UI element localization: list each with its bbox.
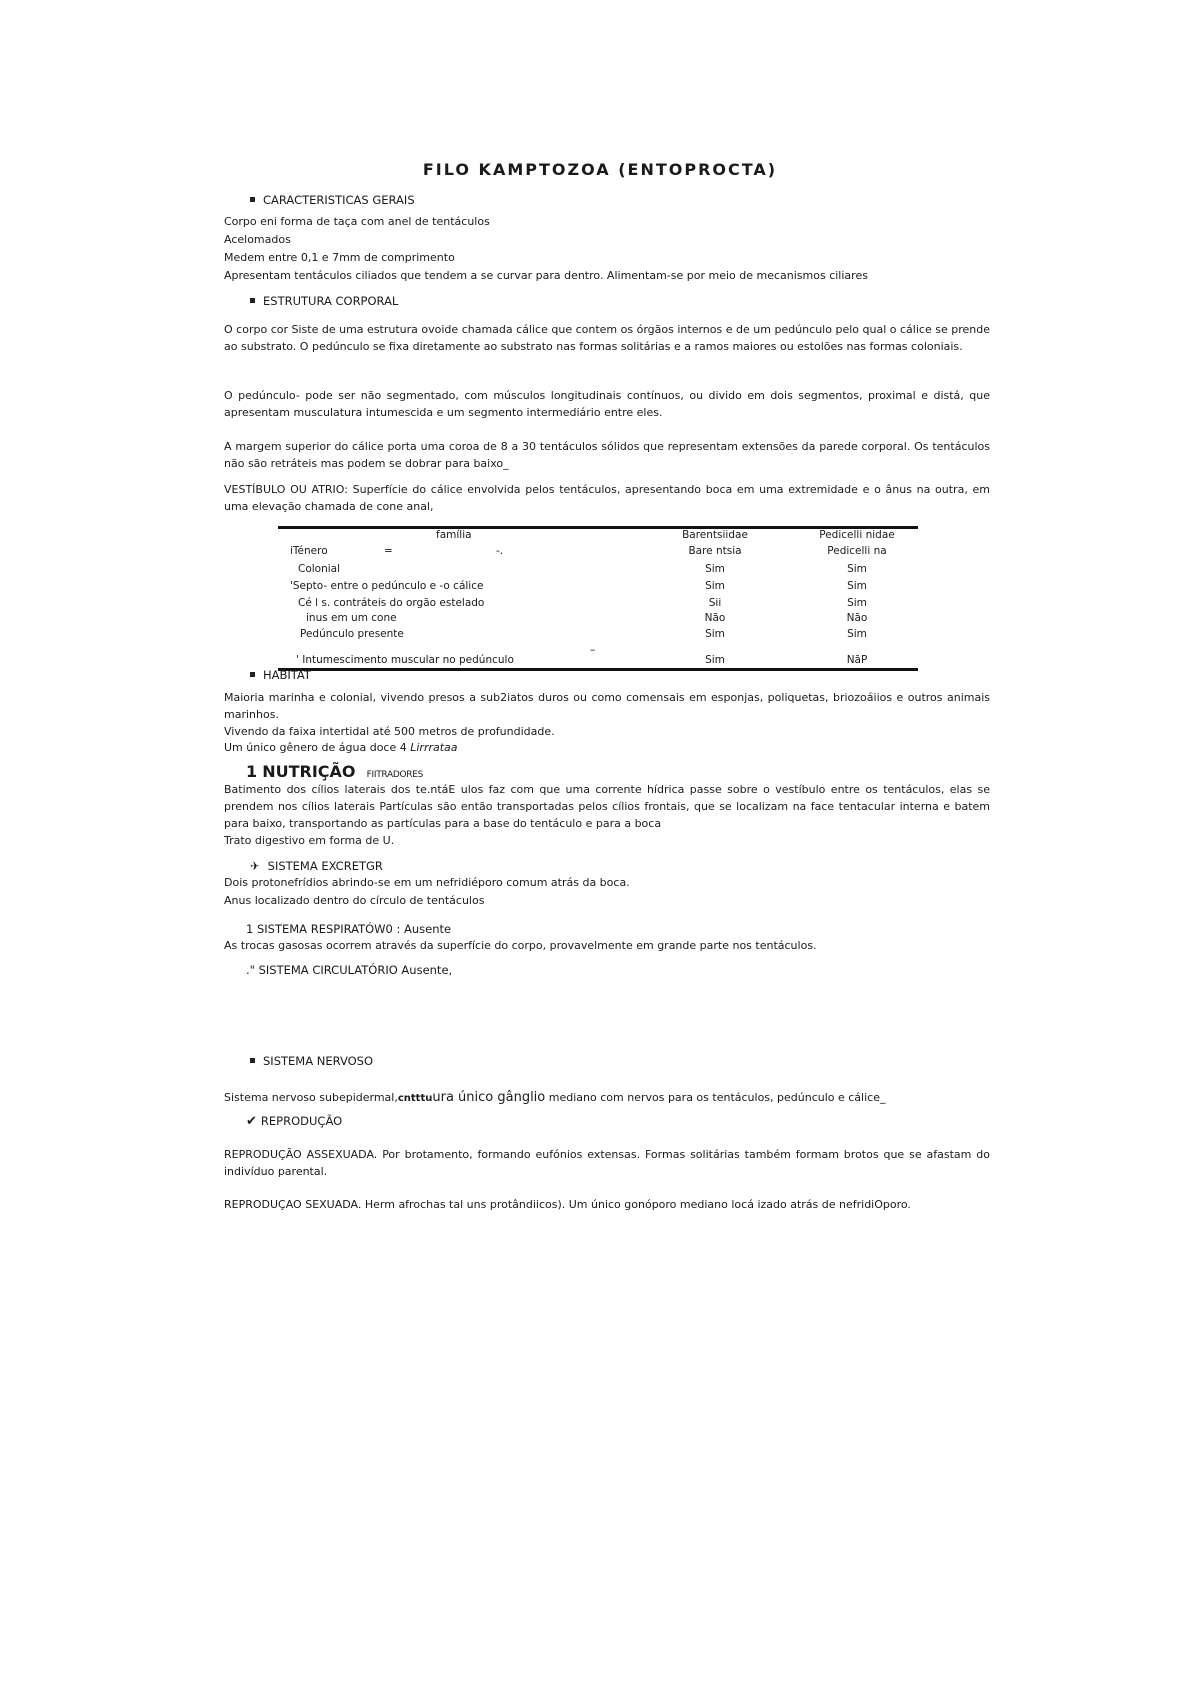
respiratorio-heading: 1 SISTEMA RESPIRATÓW0 : Ausente [246,922,452,936]
bullet-square-icon [250,672,255,677]
table-row-col1: Sim [705,580,725,592]
table-bottom-rule [278,668,918,671]
estrutura-heading: ESTRUTURA CORPORAL [263,294,399,308]
table-col1-genus: Bare ntsia [688,545,742,557]
page-title: FILO KAMPTOZOA (ENTOPROCTA) [422,160,778,179]
table-row-col2: Não [846,612,868,624]
table-row-col2: Sim [847,628,867,640]
excretor-line-2: Anus localizado dentro do círculo de tentáculos [224,894,485,907]
section-caracteristicas-heading [250,193,415,207]
habitat-heading: HABITAT [263,668,311,682]
caracteristicas-heading: CARACTERISTICAS GERAIS [263,193,415,207]
nutricao-line-2: Trato digestivo em forma de U. [224,834,395,847]
nutricao-heading: NUTRIÇÃO [262,762,356,781]
nervoso-line-post: mediano com nervos para os tentáculos, pedúnculo e cálice_ [548,1091,886,1104]
table-row-label: Pedúnculo presente [300,628,404,640]
nutricao-tag: FIITRADORES [366,770,424,780]
table-row-col2: NãP [846,654,868,666]
bullet-square-icon [250,197,255,202]
bullet-square-icon [250,1058,255,1063]
table-row-label: ' Intumescimento muscular no pedúnculo [296,654,514,666]
nervoso-line-pre: Sistema nervoso subepidermal, [224,1091,398,1104]
table-row-col1: Não [704,612,726,624]
estrutura-paragraph-3: A margem superior do cálice porta uma coroa de 8 a 30 tentáculos sólidos que representam extensões da parede corporal. Os tentáculos não são retráteis mas podem se dobrar para baixo_ [224,440,990,470]
excretor-heading: SISTEMA EXCRETGR [267,859,383,873]
table-row-col1: Sim [705,628,725,640]
nervoso-line-mid: ura único gânglio [432,1090,546,1105]
section-reproducao-heading [246,1114,342,1129]
estrutura-paragraph-2: O pedúnculo- pode ser não segmentado, com músculos longitudinais contínuos, ou divido em dois segmentos, proximal e distá, que apresentam musculatura intumescida e um segmento intermediário entre eles. [224,389,990,419]
table-row-col2: Sim [847,563,867,575]
nervoso-line [224,1090,885,1105]
table-stray-mark: – [590,644,596,656]
caracteristicas-line-1: Corpo eni forma de taça com anel de tentáculos [224,215,490,228]
bullet-square-icon [250,298,255,303]
checkmark-icon: ✔ [246,1114,257,1129]
table-row-col2: Sim [847,580,867,592]
circulatorio-heading: ." SISTEMA CIRCULATÓRIO Ausente, [246,963,453,977]
table-header-family: família [436,529,472,541]
section-nervoso-heading [250,1054,373,1068]
excretor-line-1: Dois protonefrídios abrindo-se em um nefridiéporo comum atrás da boca. [224,876,630,889]
table-row-label: inus em um cone [306,612,397,624]
caracteristicas-line-3: Medem entre 0,1 e 7mm de comprimento [224,251,455,264]
reproducao-heading: REPRODUÇÃO [260,1114,343,1128]
habitat-paragraph-1: Maioria marinha e colonial, vivendo presos a sub2iatos duros ou como comensais em esponjas, poliquetas, briozoáiios e outros animais marinhos. [224,691,990,721]
table-header-eq: = [384,545,393,557]
habitat-line-3 [224,741,458,754]
table-row-label: Colonial [298,563,341,575]
arrow-marker-icon: ✈ [250,859,260,873]
section-habitat-heading [250,668,311,682]
caracteristicas-line-4: Apresentam tentáculos ciliados que tendem a se curvar para dentro. Alimentam-se por meio de mecanismos ciliares [224,269,868,282]
table-row-col1: Sim [705,563,725,575]
table-row-label: Cé l s. contráteis do orgão estelado [298,597,485,609]
habitat-genus-name: Lirrrataa [410,741,458,754]
reproducao-paragraph-2: REPRODUÇAO SEXUADA. Herm afrochas tal uns protândiicos). Um único gonóporo mediano locá izado atrás de nefridiOporo. [224,1198,911,1211]
nervoso-line-bold: cntttu [397,1093,433,1104]
respiratorio-line-1: As trocas gasosas ocorrem através da superfície do corpo, provavelmente em grande parte nos tentáculos. [224,939,817,952]
section-estrutura-heading [250,294,398,308]
table-row-col1: Sii [708,597,722,609]
nutricao-paragraph-1: Batimento dos cílios laterais dos te.ntáE ulos faz com que uma corrente hídrica passe sobre o vestíbulo entre os tentáculos, elas se prendem nos cílios laterais Partículas são então transportadas pelos cílios frontais, que se localizam na face tentacular interna e batem para baixo, transportando as partículas para a base do tentáculo e para a boca [224,783,990,830]
nutricao-heading-number: 1 [246,762,258,781]
table-row-col1: Sim [705,654,725,666]
table-header-dash: -. [496,545,504,557]
table-header-genus: iTénero [290,545,328,557]
reproducao-paragraph-1: REPRODUÇÃO ASSEXUADA. Por brotamento, formando eufónios extensas. Formas solitárias também formam brotos que se afastam do indivíduo parental. [224,1148,990,1178]
table-col2-family: Pedicelli nidae [819,529,895,541]
habitat-line-3-text: Um único gênero de água doce 4 [224,741,407,754]
section-excretor-heading [250,859,383,873]
table-row-col2: Sim [847,597,867,609]
table-col1-family: Barentsiidae [682,529,748,541]
nervoso-heading: SISTEMA NERVOSO [263,1054,374,1068]
estrutura-paragraph-4: VESTÍBULO OU ATRIO: Superfície do cálice envolvida pelos tentáculos, apresentando boca em uma extremidade e o ânus na outra, em uma elevação chamada de cone anal, [224,483,990,513]
caracteristicas-line-2: Acelomados [224,233,291,246]
habitat-line-2: Vivendo da faixa intertidal até 500 metros de profundidade. [224,725,555,738]
table-row-label: 'Septo- entre o pedúnculo e -o cálice [290,580,484,592]
estrutura-paragraph-1: O corpo cor Siste de uma estrutura ovoide chamada cálice que contem os órgãos internos e de um pedúnculo pelo qual o cálice se prende ao substrato. O pedúnculo se fixa diretamente ao substrato nas formas solitárias e a ramos maiores ou estolões nas formas coloniais. [224,323,990,353]
section-nutricao-heading [246,762,423,781]
table-col2-genus: Pedicelli na [827,545,887,557]
